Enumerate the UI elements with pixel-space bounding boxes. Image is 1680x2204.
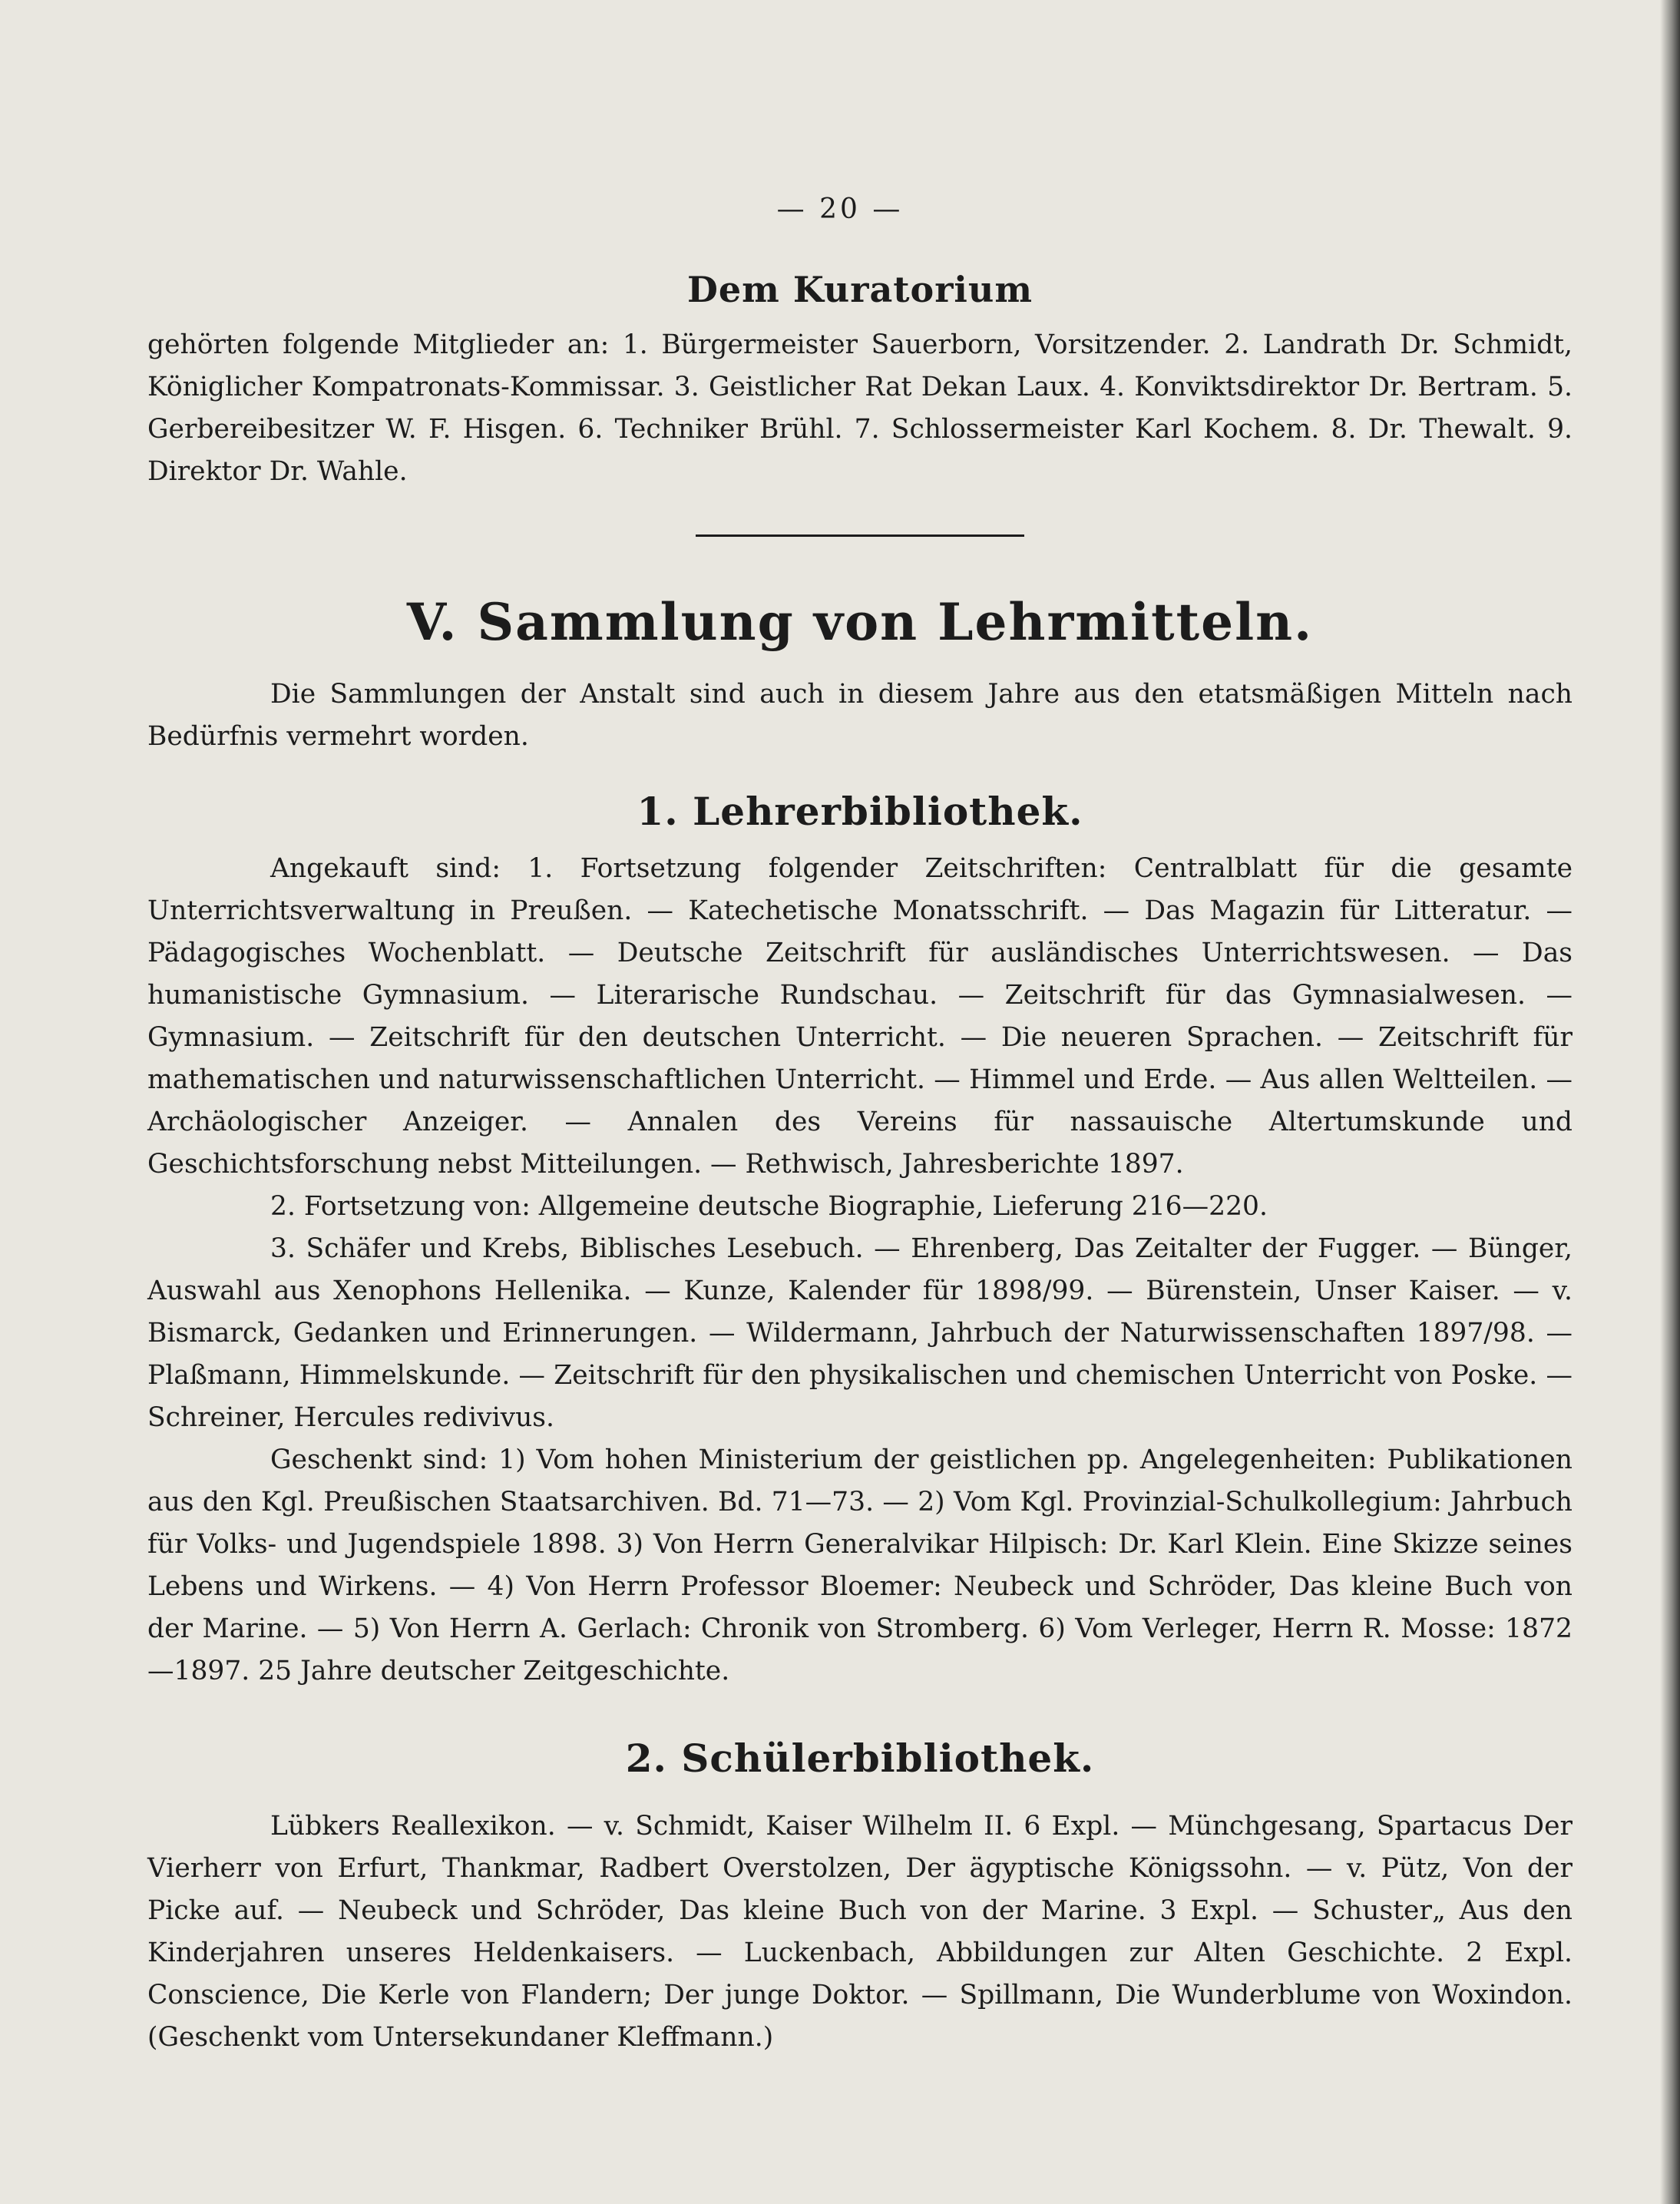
kuratorium-members-paragraph: gehörten folgende Mitglieder an: 1. Bürgermeister Sauerborn, Vorsitzender. 2. Landrath Dr. Schmidt, Königlicher Kompatronats-Kommissar. 3. Geistlicher Rat Dekan Laux. 4. Konviktsdirektor Dr. Bertram. 5. Gerbereibesitzer W. F. Hisgen. 6. Techniker Brühl. 7. Schlossermeister Karl Kochem. 8. Dr. Thewalt. 9. Direktor Dr. Wahle.	[147, 329, 1573, 487]
page-content	[147, 269, 1573, 2059]
page-number: — 20 —	[776, 194, 904, 225]
section-divider	[696, 534, 1024, 537]
lehrerbibliothek-item-3: 3. Schäfer und Krebs, Biblisches Lesebuch. — Ehrenberg, Das Zeitalter der Fugger. — Bünger, Auswahl aus Xenophons Hellenika. — Kunze, Kalender für 1898/99. — Bürenstein, Unser Kaiser. — v. Bismarck, Gedanken und Erinnerungen. — Wildermann, Jahrbuch der Naturwissenschaften 1897/98. — Plaßmann, Himmelskunde. — Zeitschrift für den physikalischen und chemischen Unterricht von Poske. — Schreiner, Hercules redivivus.	[147, 1233, 1573, 1433]
kuratorium-heading: Dem Kuratorium	[686, 269, 1033, 310]
section-intro-paragraph: Die Sammlungen der Anstalt sind auch in diesem Jahre aus den etatsmäßigen Mitteln nach Bedürfnis vermehrt worden.	[147, 679, 1573, 752]
lehrerbibliothek-title: 1. Lehrerbibliothek.	[637, 789, 1083, 834]
lehrerbibliothek-item-2: 2. Fortsetzung von: Allgemeine deutsche Biographie, Lieferung 216—220.	[270, 1191, 1268, 1222]
schuelerbibliothek-paragraph: Lübkers Reallexikon. — v. Schmidt, Kaiser Wilhelm II. 6 Expl. — Münchgesang, Spartacus Der Vierherr von Erfurt, Thankmar, Radbert Overstolzen, Der ägyptische Königssohn. — v. Pütz, Von der Picke auf. — Neubeck und Schröder, Das kleine Buch von der Marine. 3 Expl. — Schuster„ Aus den Kinderjahren unseres Heldenkaisers. — Luckenbach, Abbildungen zur Alten Geschichte. 2 Expl. Conscience, Die Kerle von Flandern; Der junge Doktor. — Spillmann, Die Wunderblume von Woxindon. (Geschenkt vom Untersekundaner Kleffmann.)	[147, 1811, 1573, 2053]
section-title: V. Sammlung von Lehrmitteln.	[406, 592, 1314, 652]
page-edge-shadow	[1660, 0, 1680, 2204]
schuelerbibliothek-title: 2. Schülerbibliothek.	[625, 1736, 1095, 1781]
angekauft-paragraph: Angekauft sind: 1. Fortsetzung folgender Zeitschriften: Centralblatt für die gesamte Unterrichtsverwaltung in Preußen. — Katechetische Monatsschrift. — Das Magazin für Litteratur. — Pädagogisches Wochenblatt. — Deutsche Zeitschrift für ausländisches Unterrichtswesen. — Das humanistische Gymnasium. — Literarische Rundschau. — Zeitschrift für das Gymnasialwesen. — Gymnasium. — Zeitschrift für den deutschen Unterricht. — Die neueren Sprachen. — Zeitschrift für mathematischen und naturwissenschaftlichen Unterricht. — Himmel und Erde. — Aus allen Weltteilen. — Archäologischer Anzeiger. — Annalen des Vereins für nassauische Altertumskunde und Geschichtsforschung nebst Mitteilungen. — Rethwisch, Jahresberichte 1897.	[147, 853, 1573, 1180]
geschenkt-paragraph: Geschenkt sind: 1) Vom hohen Ministerium der geistlichen pp. Angelegenheiten: Publikationen aus den Kgl. Preußischen Staatsarchiven. Bd. 71—73. — 2) Vom Kgl. Provinzial-Schulkollegium: Jahrbuch für Volks- und Jugendspiele 1898. 3) Von Herrn Generalvikar Hilpisch: Dr. Karl Klein. Eine Skizze seines Lebens und Wirkens. — 4) Von Herrn Professor Bloemer: Neubeck und Schröder, Das kleine Buch von der Marine. — 5) Von Herrn A. Gerlach: Chronik von Stromberg. 6) Vom Verleger, Herrn R. Mosse: 1872—1897. 25 Jahre deutscher Zeitgeschichte.	[147, 1445, 1573, 1686]
